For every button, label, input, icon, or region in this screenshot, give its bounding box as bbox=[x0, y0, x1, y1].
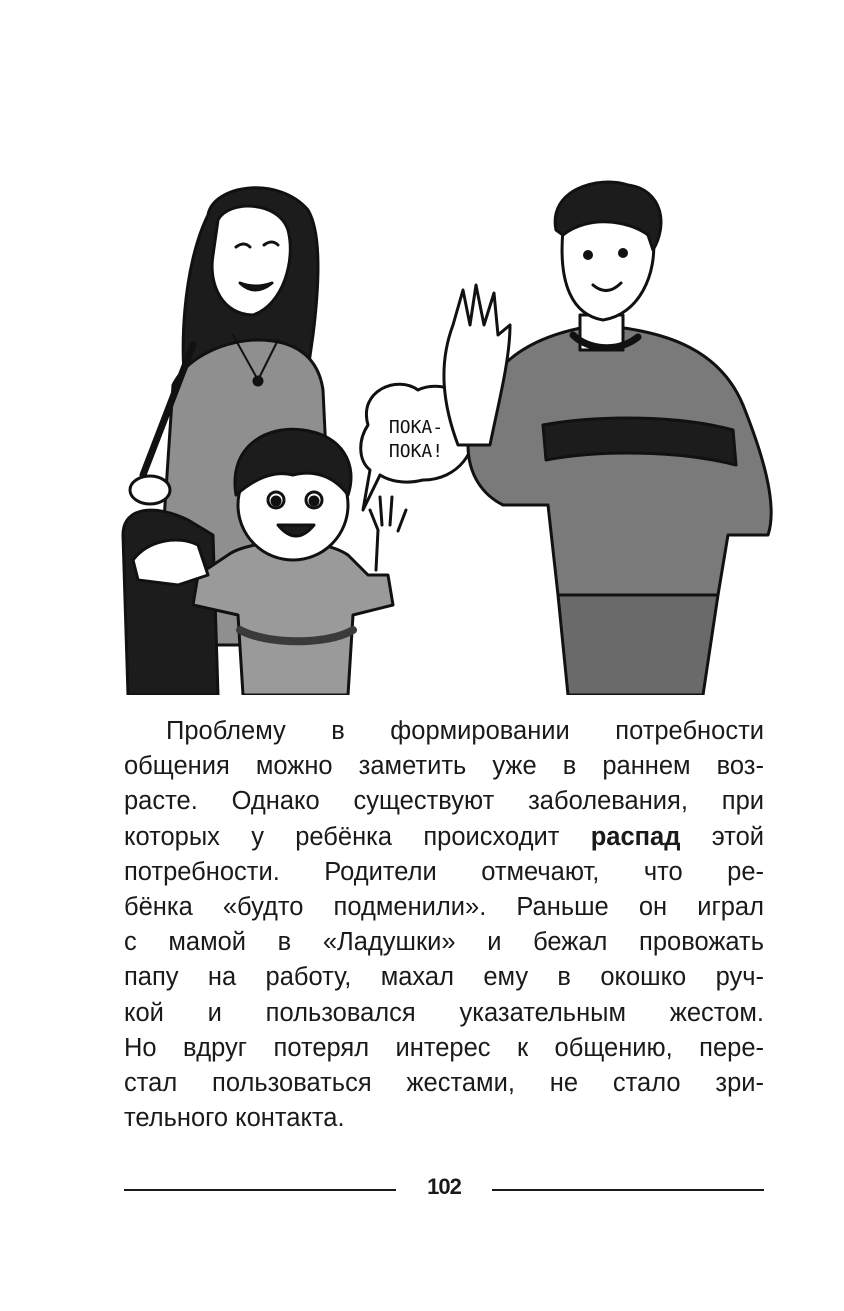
footer-rule-right bbox=[492, 1189, 764, 1191]
man-trousers bbox=[558, 595, 718, 695]
text-line: общения можно заметить уже в раннем воз- bbox=[124, 752, 764, 781]
text-line bbox=[124, 820, 764, 855]
speech-bubble-line-2: ПОКА! bbox=[388, 441, 444, 462]
page-footer bbox=[124, 1170, 764, 1210]
text-line: папу на работу, махал ему в окошко руч- bbox=[124, 963, 764, 992]
text-line: Проблему в формировании потребности bbox=[166, 717, 764, 745]
text-line: стал пользоваться жестами, не стало зри- bbox=[124, 1068, 764, 1097]
text-segment: которых у ребёнка происходит bbox=[124, 822, 591, 851]
text-line: с мамой в «Ладушки» и бежал провожать bbox=[124, 928, 764, 957]
page-number: 102 bbox=[427, 1174, 461, 1199]
text-segment: этой bbox=[680, 822, 764, 851]
boy-waving-hand bbox=[370, 497, 406, 570]
body-paragraph bbox=[124, 714, 764, 1136]
text-line: расте. Однако существуют заболевания, при bbox=[124, 787, 764, 816]
text-line: бёнка «будто подменили». Раньше он играл bbox=[124, 892, 764, 921]
text-line: Но вдруг потерял интерес к общению, пере- bbox=[124, 1033, 764, 1062]
bold-word: распад bbox=[590, 822, 681, 851]
text-line: кой и пользовался указательным жестом. bbox=[124, 998, 764, 1027]
speech-bubble-line-1: ПОКА- bbox=[388, 417, 444, 438]
text-line: тельного контакта. bbox=[124, 1104, 345, 1133]
text-line: потребности. Родители отмечают, что ре- bbox=[124, 857, 764, 886]
family-waving-illustration bbox=[118, 175, 778, 695]
